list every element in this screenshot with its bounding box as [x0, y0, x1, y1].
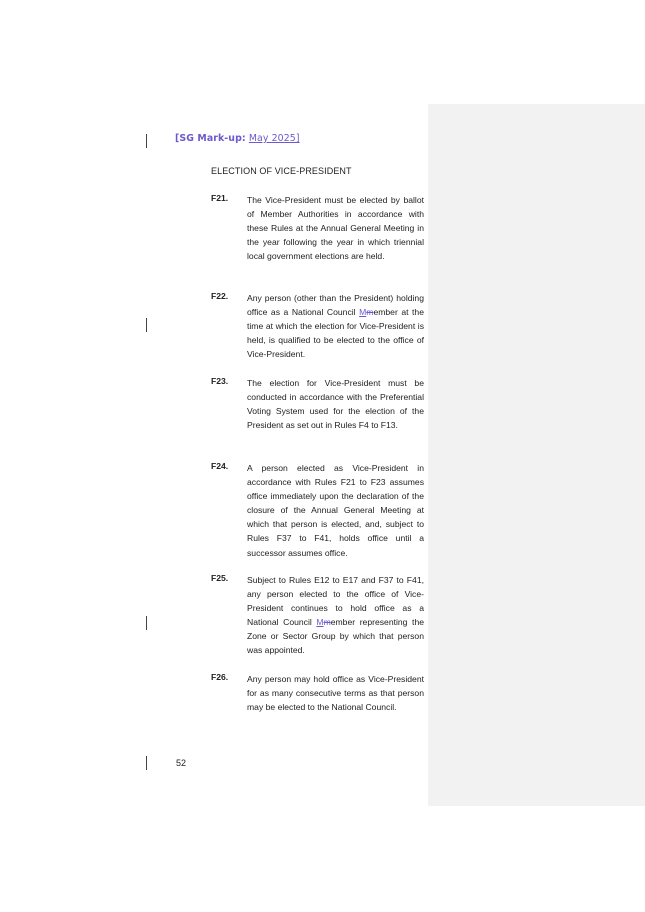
rule-number: F26.	[211, 672, 229, 682]
rule-f23	[211, 376, 424, 432]
rule-number: F21.	[211, 193, 229, 203]
rule-f24	[211, 461, 424, 560]
rule-text: A person elected as Vice-President in accordance with Rules F21 to F23 assumes office immediately upon the declaration of the closure of the Annual General Meeting at which that person is elected, and, subject to Rules F37 to F41, holds office until a successor assumes office.	[247, 463, 424, 558]
markup-note	[175, 133, 300, 144]
markup-label: [SG Mark-up:	[175, 133, 246, 144]
deleted-text: m	[366, 307, 374, 318]
rule-f25	[211, 573, 424, 658]
rule-number: F22.	[211, 291, 229, 301]
section-heading: ELECTION OF VICE-PRESIDENT	[211, 166, 352, 176]
rule-text: The Vice-President must be elected by ballot of Member Authorities in accordance with these Rules at the Annual General Meeting in the year following the year in which triennial local government elections are held.	[247, 195, 424, 262]
change-bar	[146, 134, 147, 148]
inserted-text: M	[359, 307, 367, 318]
rule-number: F25.	[211, 573, 229, 583]
rule-number: F24.	[211, 461, 229, 471]
inserted-text: M	[316, 617, 324, 628]
rule-f21	[211, 193, 424, 263]
change-bar	[146, 318, 147, 332]
comment-pane	[428, 104, 645, 806]
deleted-text: m	[323, 617, 331, 628]
change-bar	[146, 756, 147, 770]
rule-text: Any person (other than the President) holding office as a National Council Mmember at the time at which the election for Vice-President is held, is qualified to be elected to the office of Vice-President.	[247, 293, 424, 360]
rule-text: Subject to Rules E12 to E17 and F37 to F41, any person elected to the office of Vice-President continues to hold office as a National Council Mmember representing the Zone or Sector Group by which that person was appointed.	[247, 575, 425, 656]
rule-f22	[211, 291, 424, 361]
rule-text: Any person may hold office as Vice-President for as many consecutive terms as that person may be elected to the National Council.	[247, 674, 424, 713]
rule-number: F23.	[211, 376, 229, 386]
rule-f26	[211, 672, 424, 714]
markup-date: May 2025]	[248, 133, 300, 144]
change-bar	[146, 616, 147, 630]
page-number: 52	[176, 758, 187, 768]
rule-text: The election for Vice-President must be conducted in accordance with the Preferential Voting System used for the election of the President as set out in Rules F4 to F13.	[247, 378, 424, 431]
